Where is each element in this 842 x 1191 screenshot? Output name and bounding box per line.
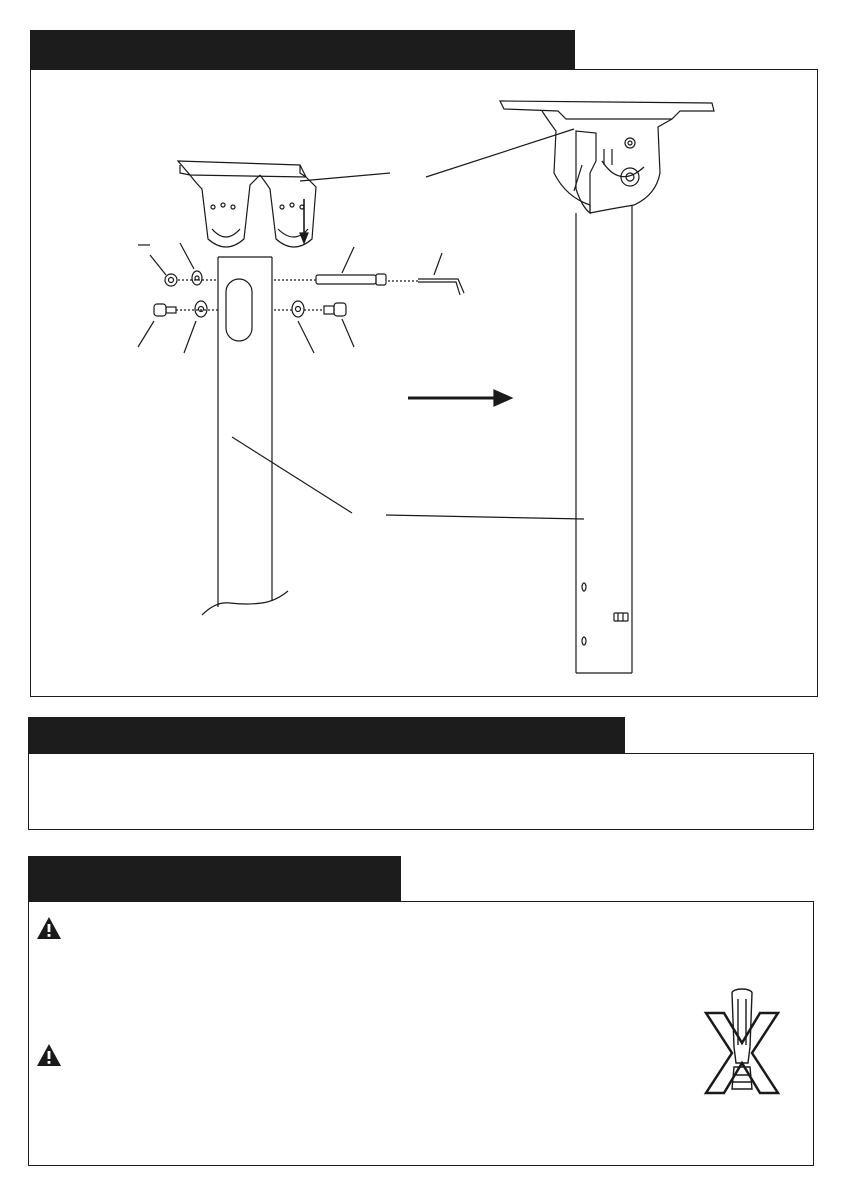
warning-triangle-icon	[36, 916, 62, 940]
section-3-header	[28, 856, 401, 901]
section-2-panel	[28, 753, 814, 830]
hardware-row-bottom	[154, 301, 346, 317]
section-3-panel	[28, 901, 814, 1166]
extension-pole-left	[202, 257, 288, 615]
assembly-diagram	[30, 69, 818, 697]
section-1-header	[30, 30, 575, 69]
hardware-row-top	[165, 271, 464, 295]
ceiling-plate-left	[178, 161, 316, 247]
warning-triangle-icon	[36, 1043, 62, 1067]
crossed-out-anchor-icon	[700, 985, 782, 1097]
assembled-mount-right	[500, 101, 714, 673]
section-2-header	[28, 717, 625, 753]
